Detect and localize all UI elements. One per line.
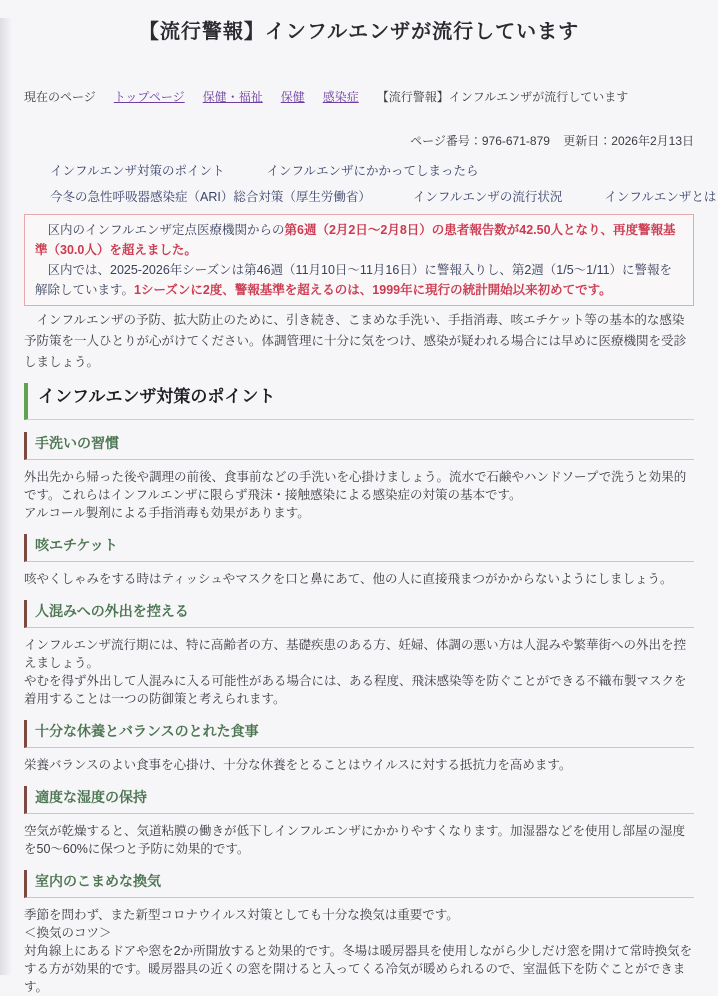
subsection-heading-avoid-crowds: 人混みへの外出を控える (24, 600, 694, 628)
anchor-link-epidemic-status[interactable]: インフルエンザの流行状況 (412, 190, 563, 204)
paragraph: やむを得ず外出して人混みに入る可能性がある場合には、ある程度、飛沫感染等を防ぐことができる不織布製マスクを着用することは一つの防御策と考えられます。 (24, 674, 687, 706)
page-title: 【流行警報】インフルエンザが流行しています (138, 21, 580, 43)
breadcrumb-link-health[interactable]: 保健 (280, 90, 305, 104)
page-container (0, 18, 718, 996)
paragraph: 栄養バランスのよい食事を心掛け、十分な休養をとることはウイルスに対する抵抗力を高めます。 (24, 758, 572, 772)
paragraph: 咳やくしゃみをする時はティッシュやマスクを口と鼻にあて、他の人に直接飛まつがかからないようにしましょう。 (24, 572, 673, 586)
breadcrumb-link-health-welfare[interactable]: 保健・福祉 (202, 90, 263, 104)
breadcrumb-link-top-page[interactable]: トップページ (113, 90, 185, 104)
subsection-body-hand-washing (24, 468, 694, 522)
anchor-link-list (24, 158, 717, 210)
breadcrumb-current: 【流行警報】インフルエンザが流行しています (376, 90, 629, 104)
subsection-body-rest-and-nutrition (24, 756, 694, 774)
updated-date: 更新日：2026年2月13日 (563, 134, 694, 148)
subsection-heading-cough-etiquette: 咳エチケット (24, 534, 694, 562)
subsection-body-cough-etiquette (24, 570, 694, 588)
anchor-link-if-infected[interactable]: インフルエンザにかかってしまったら (266, 164, 479, 178)
breadcrumb-link-infectious-disease[interactable]: 感染症 (322, 90, 359, 104)
breadcrumb (24, 88, 694, 106)
alert-box (24, 214, 694, 306)
paragraph: アルコール製剤による手指消毒も効果があります。 (24, 506, 310, 520)
alert-paragraph-1 (35, 220, 683, 260)
alert-paragraph-2 (35, 260, 683, 300)
paragraph: ＜換気のコツ＞ (24, 926, 112, 940)
paragraph: 季節を問わず、また新型コロナウイルス対策としても十分な換気は重要です。 (24, 908, 459, 922)
anchor-link-row (24, 158, 694, 184)
paragraph: 対角線上にあるドアや窓を2か所開放すると効果的です。冬場は暖房器具を使用しながら少しだけ窓を開けて常時換気をする方が効果的です。暖房器具の近くの窓を開けると入ってくる冷気が暖められるので、室温低下を防ぐことができます。 (24, 944, 693, 994)
subsection-body-avoid-crowds (24, 636, 694, 708)
subsection-body-humidity (24, 822, 694, 858)
alert-paragraph-1-normal: 区内のインフルエンザ定点医療機関からの (35, 223, 285, 237)
paragraph: インフルエンザ流行期には、特に高齢者の方、基礎疾患のある方、妊婦、体調の悪い方は人混みや繁華街への外出を控えましょう。 (24, 638, 687, 670)
subsection-heading-ventilation: 室内のこまめな換気 (24, 870, 694, 898)
anchor-link-ari-measures[interactable]: 今冬の急性呼吸器感染症（ARI）総合対策（厚生労働省） (50, 190, 371, 204)
subsection-heading-rest-and-nutrition: 十分な休養とバランスのとれた食事 (24, 720, 694, 748)
page-number: ページ番号：976-671-879 (410, 134, 550, 148)
alert-paragraph-2-emphasis: 1シーズンに2度、警報基準を超えるのは、1999年に現行の統計開始以来初めてです。 (134, 283, 612, 297)
subsection-body-ventilation (24, 906, 694, 996)
anchor-link-countermeasure-points[interactable]: インフルエンザ対策のポイント (50, 164, 225, 178)
alert-paragraph-2-normal: 区内では、2025-2026年シーズンは第46週（11月10日～11月16日）に警報入りし、第2週（1/5～1/11）に警報を解除しています。 (35, 263, 673, 297)
breadcrumb-label: 現在のページ (24, 90, 96, 104)
anchor-link-row (24, 184, 717, 210)
subsection-heading-humidity: 適度な湿度の保持 (24, 786, 694, 814)
page-meta (24, 132, 694, 150)
intro-paragraph: インフルエンザの予防、拡大防止のために、引き続き、こまめな手洗い、手指消毒、咳エチケット等の基本的な感染予防策を一人ひとりが心がけてください。体調管理に十分に気をつけ、感染が疑われる場合には早めに医療機関を受診しましょう。 (24, 313, 687, 369)
alert-paragraph-1-emphasis: 第6週（2月2日～2月8日）の患者報告数が42.50人となり、再度警報基準（30.0人）を超えました。 (35, 223, 676, 257)
section-heading-countermeasure-points: インフルエンザ対策のポイント (24, 383, 694, 420)
paragraph: 外出先から帰った後や調理の前後、食事前などの手洗いを心掛けましょう。流水で石鹸やハンドソープで洗うと効果的です。これらはインフルエンザに限らず飛沫・接触感染による感染症の対策の基本です。 (24, 470, 687, 502)
paragraph: 空気が乾燥すると、気道粘膜の働きが低下しインフルエンザにかかりやすくなります。加湿器などを使用し部屋の湿度を50～60%に保つと予防に効果的です。 (24, 824, 686, 856)
subsection-heading-hand-washing: 手洗いの習慣 (24, 432, 694, 460)
anchor-link-about-influenza[interactable]: インフルエンザとは (604, 190, 717, 204)
